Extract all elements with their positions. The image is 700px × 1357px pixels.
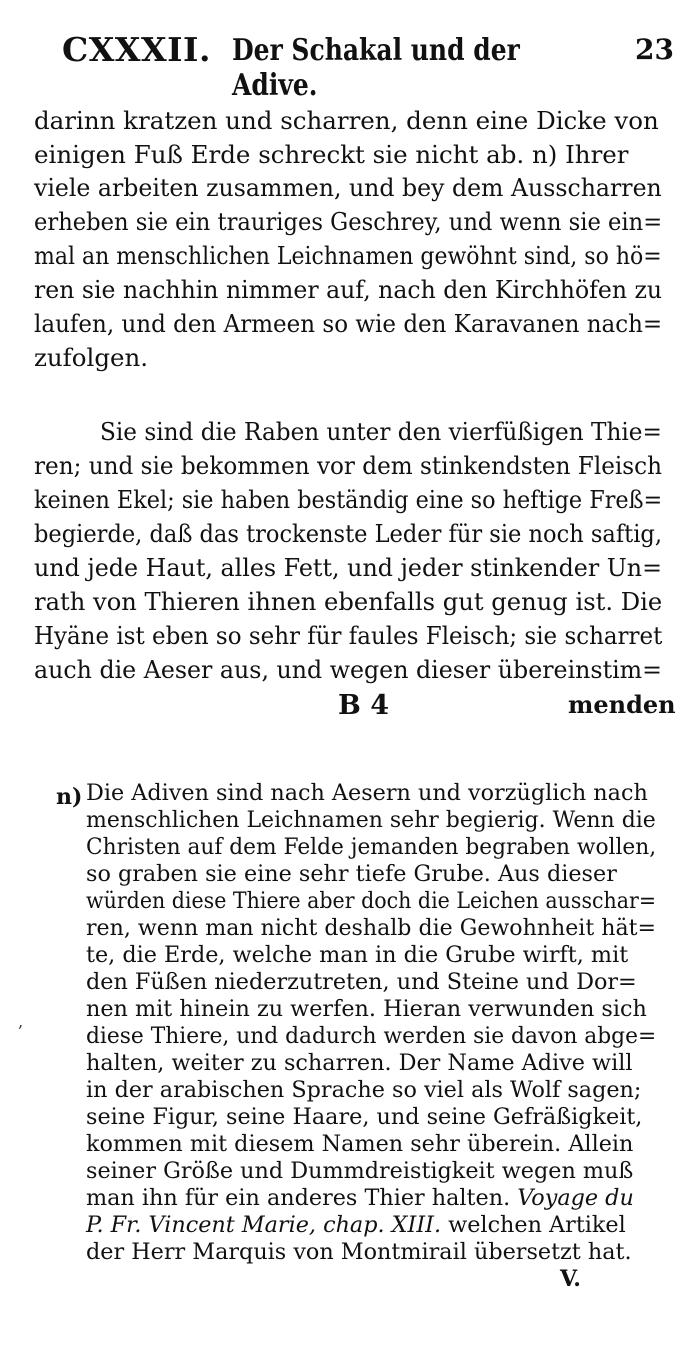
page-number: 23 [635,33,674,66]
text-line: viele arbeiten zusammen, und bey dem Ausscharren [34,173,662,202]
citation-author: P. Fr. Vincent Marie, chap. XIII. [86,1212,442,1238]
citation-title: Voyage du [517,1185,634,1211]
text-line: Hyäne ist eben so sehr für faules Fleisch; sie scharret [34,621,663,650]
running-title: Der Schakal und der Adive. [232,33,520,103]
footnote-line: kommen mit diesem Namen sehr überein. Allein [86,1131,634,1157]
text-line: Sie sind die Raben unter den vierfüßigen Thie= [100,417,662,446]
footnote-marker: n) [56,784,83,810]
footnote-line: seine Figur, seine Haare, und seine Gefräßigkeit, [86,1104,643,1130]
footnote-signature: V. [560,1266,581,1292]
text-line: darinn kratzen und scharren, denn eine Dicke von [34,106,659,135]
chapter-number: CXXXII. [62,30,211,69]
catchword: menden [568,690,676,719]
footnote-text: man ihn für ein anderes Thier halten. [86,1185,511,1211]
ink-speck: ‚ [18,1012,24,1031]
text-line: keinen Ekel; sie haben beständig eine so heftige Freß= [34,485,663,514]
footnote-line: Die Adiven sind nach Aesern und vorzüglich nach [86,780,648,806]
signature-mark: B 4 [338,690,390,721]
text-line: laufen, und den Armeen so wie den Karavanen nach= [34,309,663,338]
footnote-text: welchen Artikel [448,1212,626,1238]
footnote-line [86,1185,634,1212]
footnote-line: seiner Größe und Dummdreistigkeit wegen muß [86,1158,634,1184]
footnote-line: den Füßen niederzutreten, und Steine und Dor= [86,969,637,995]
footnote-line: nen mit hinein zu werfen. Hieran verwunden sich [86,996,647,1022]
footnote-line: der Herr Marquis von Montmirail übersetzt hat. [86,1239,632,1265]
footnote-line: ren, wenn man nicht deshalb die Gewohnheit hät= [86,915,657,941]
text-line: ren; und sie bekommen vor dem stinkendsten Fleisch [34,451,662,480]
running-header [62,30,674,103]
footnote-line: menschlichen Leichnamen sehr begierig. Wenn die [86,807,656,833]
footnote-line: te, die Erde, welche man in die Grube wirft, mit [86,942,629,968]
footnote-line: Christen auf dem Felde jemanden begraben wollen, [86,834,657,860]
text-line: einigen Fuß Erde schreckt sie nicht ab. n) Ihrer [34,140,629,169]
text-line: rath von Thieren ihnen ebenfalls gut genug ist. Die [34,587,663,616]
text-line: und jede Haut, alles Fett, und jeder stinkender Un= [34,553,663,582]
text-line: ren sie nachhin nimmer auf, nach den Kirchhöfen zu [34,275,663,304]
text-line: mal an menschlichen Leichnamen gewöhnt sind, so hö= [34,241,662,270]
footnote-line: so graben sie eine sehr tiefe Grube. Aus dieser [86,861,617,887]
footnote-line: diese Thiere, und dadurch werden sie davon abge= [86,1023,657,1049]
text-line: erheben sie ein trauriges Geschrey, und wenn sie ein= [34,207,663,236]
footnote-line: in der arabischen Sprache so viel als Wolf sagen; [86,1077,642,1103]
text-line: auch die Aeser aus, und wegen dieser übereinstim= [34,655,662,684]
text-line: begierde, daß das trockenste Leder für sie noch saftig, [34,519,662,548]
footnote-line: halten, weiter zu scharren. Der Name Adive will [86,1050,633,1076]
footnote-line: würden diese Thiere aber doch die Leichen ausschar= [86,888,657,914]
footnote-line [86,1212,626,1239]
text-line: zufolgen. [34,343,149,372]
